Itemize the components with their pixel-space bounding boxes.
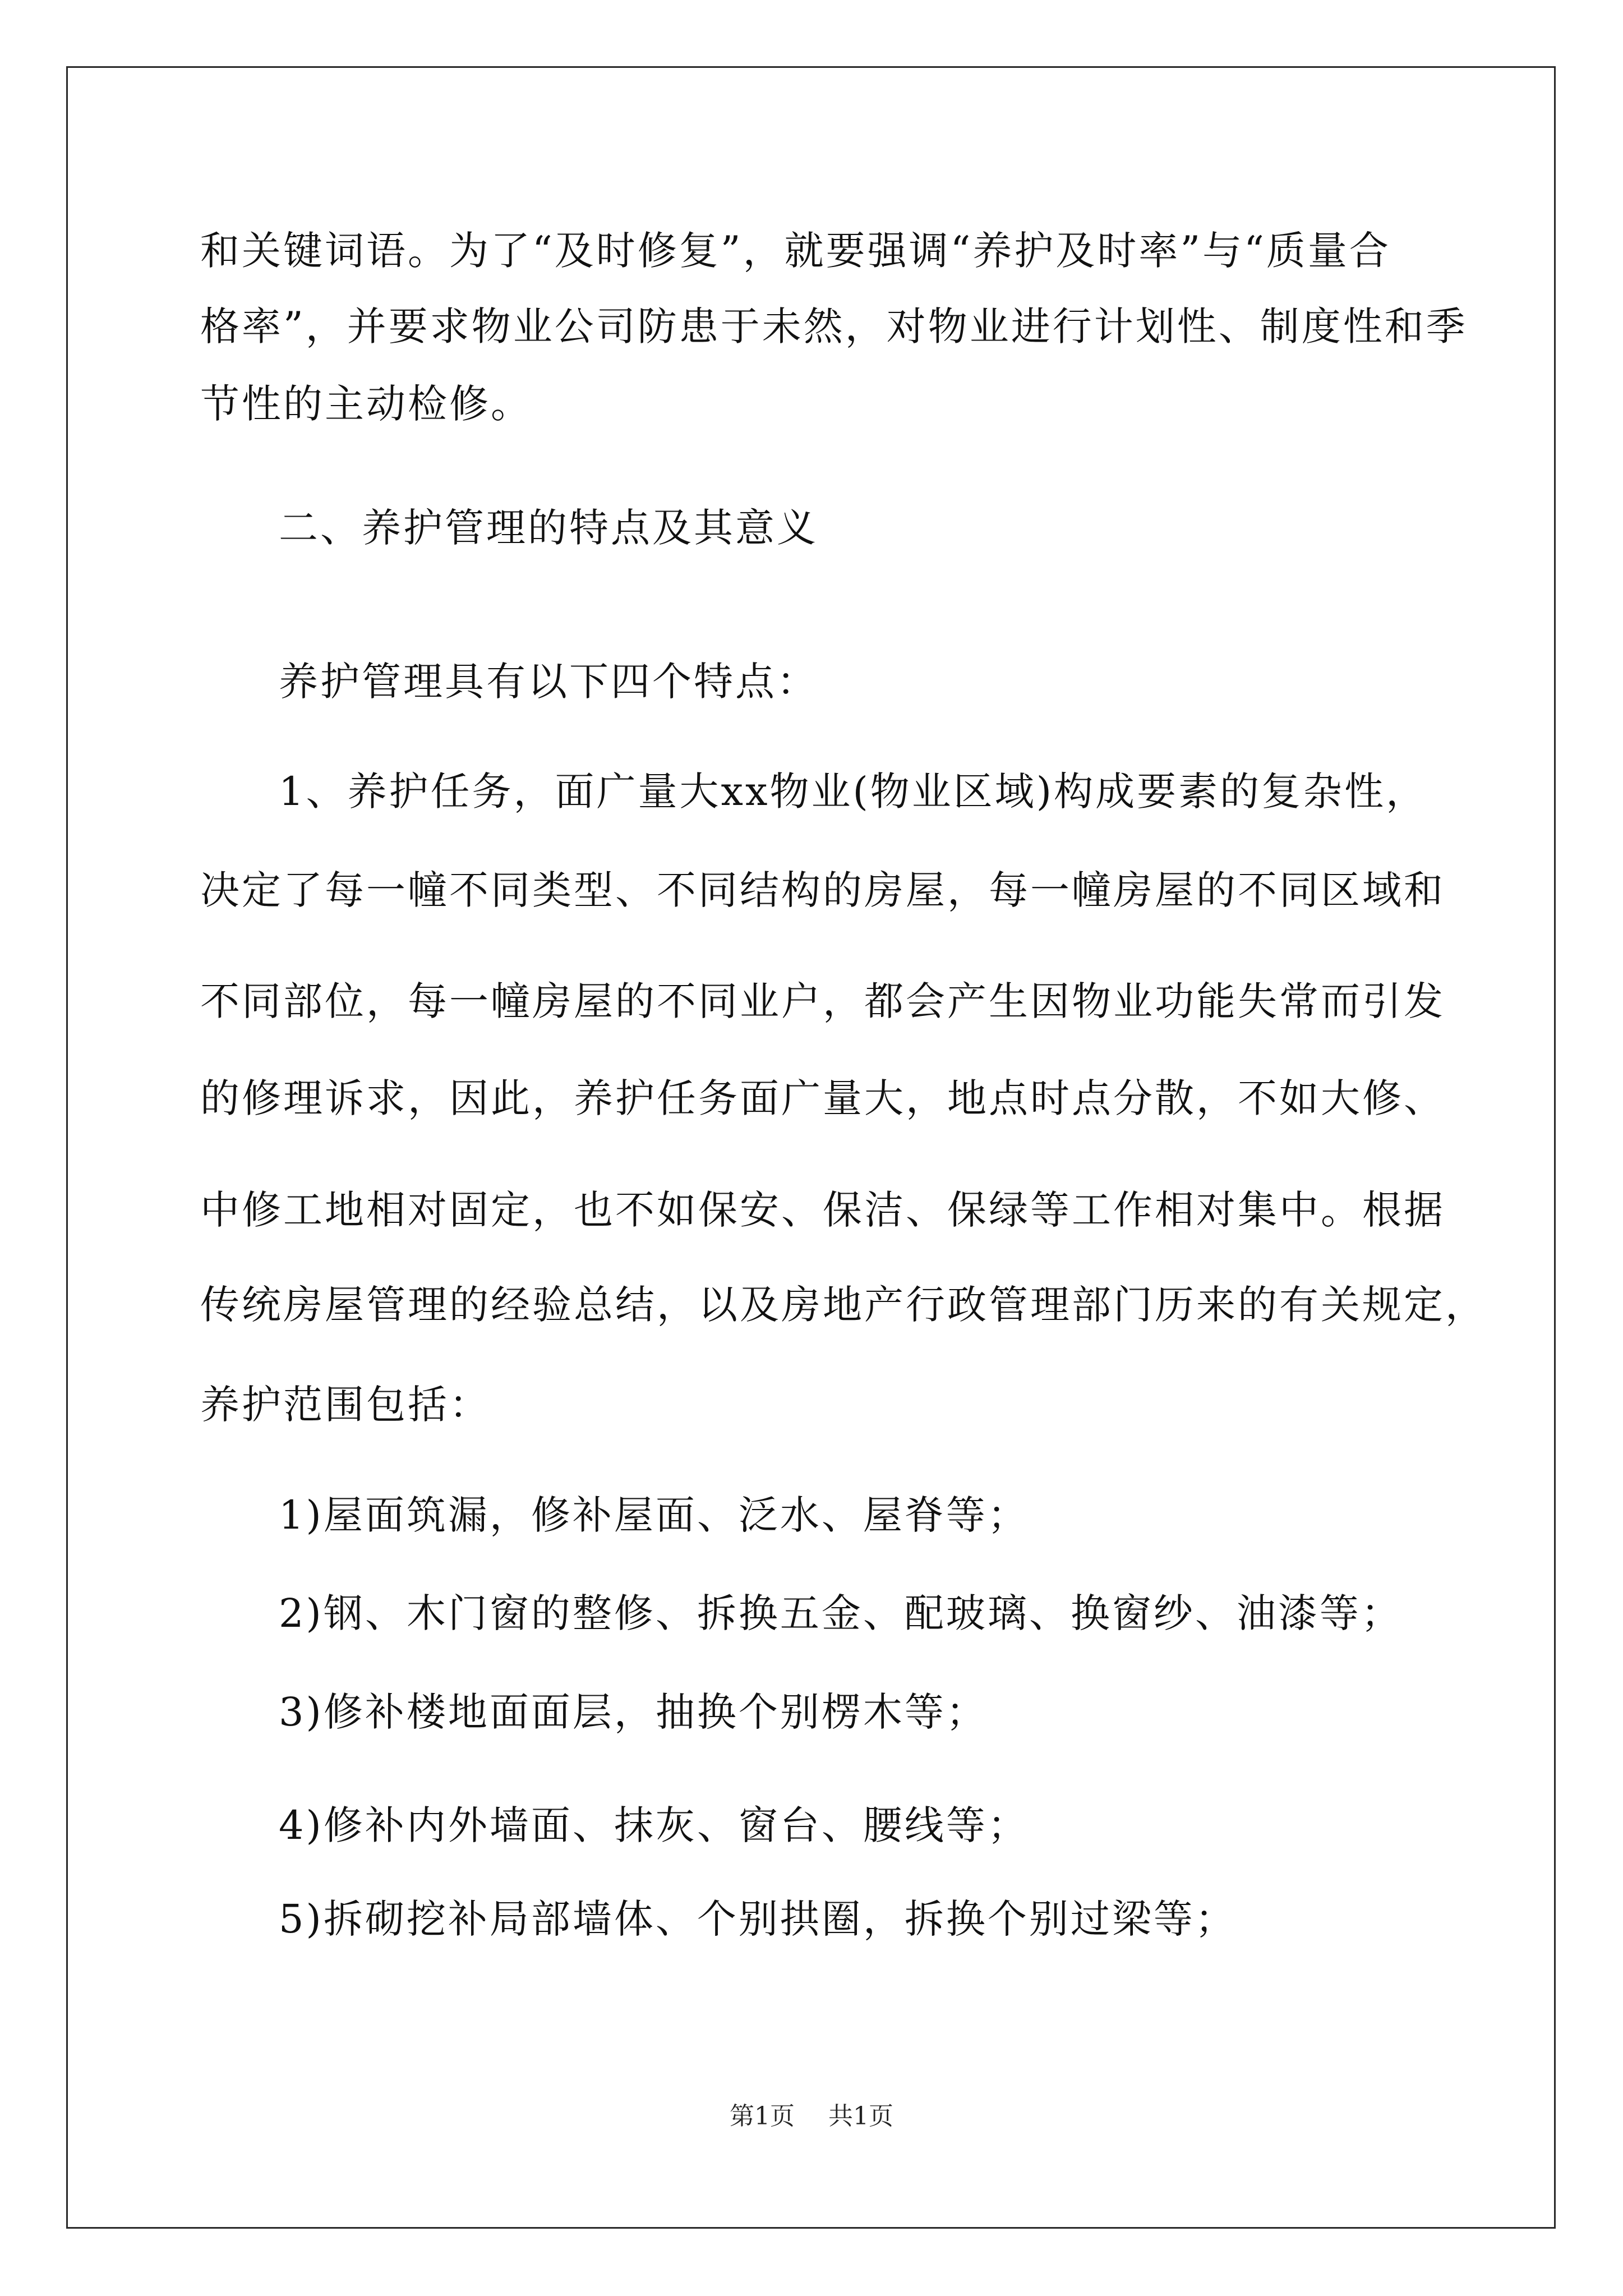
- text-line-8: 不同部位，每一幢房屋的不同业户，都会产生因物业功能失常而引发: [200, 978, 1445, 1024]
- text-line-11: 传统房屋管理的经验总结，以及房地产行政管理部门历来的有关规定，: [200, 1282, 1487, 1328]
- text-line-7: 决定了每一幢不同类型、不同结构的房屋，每一幢房屋的不同区域和: [200, 867, 1445, 913]
- list-item-5: 5)拆砌挖补局部墙体、个别拱圈，拆换个别过梁等；: [279, 1896, 1237, 1942]
- page-number-total: 共1页: [828, 2102, 893, 2131]
- list-item-4: 4)修补内外墙面、抹灰、窗台、腰线等；: [279, 1802, 1029, 1848]
- text-line-5: 养护管理具有以下四个特点：: [279, 659, 818, 705]
- section-heading: 二、养护管理的特点及其意义: [279, 505, 818, 551]
- text-line-2: 格率”，并要求物业公司防患于未然，对物业进行计划性、制度性和季: [200, 303, 1468, 349]
- text-line-1: 和关键词语。为了“及时修复”，就要强调“养护及时率”与“质量合: [200, 228, 1391, 274]
- text-line-6: 1、养护任务，面广量大xx物业(物业区域)构成要素的复杂性，: [279, 769, 1428, 815]
- text-line-3: 节性的主动检修。: [200, 381, 532, 427]
- page-footer: [0, 2101, 1623, 2132]
- list-item-2: 2)钢、木门窗的整修、拆换五金、配玻璃、换窗纱、油漆等；: [279, 1590, 1403, 1636]
- text-line-10: 中修工地相对固定，也不如保安、保洁、保绿等工作相对集中。根据: [200, 1187, 1445, 1233]
- text-line-9: 的修理诉求，因此，养护任务面广量大，地点时点分散，不如大修、: [200, 1075, 1445, 1121]
- text-line-12: 养护范围包括：: [200, 1382, 491, 1428]
- page-number-current: 第1页: [730, 2102, 795, 2131]
- list-item-1: 1)屋面筑漏，修补屋面、泛水、屋脊等；: [279, 1492, 1029, 1538]
- list-item-3: 3)修补楼地面面层，抽换个别楞木等；: [279, 1689, 988, 1735]
